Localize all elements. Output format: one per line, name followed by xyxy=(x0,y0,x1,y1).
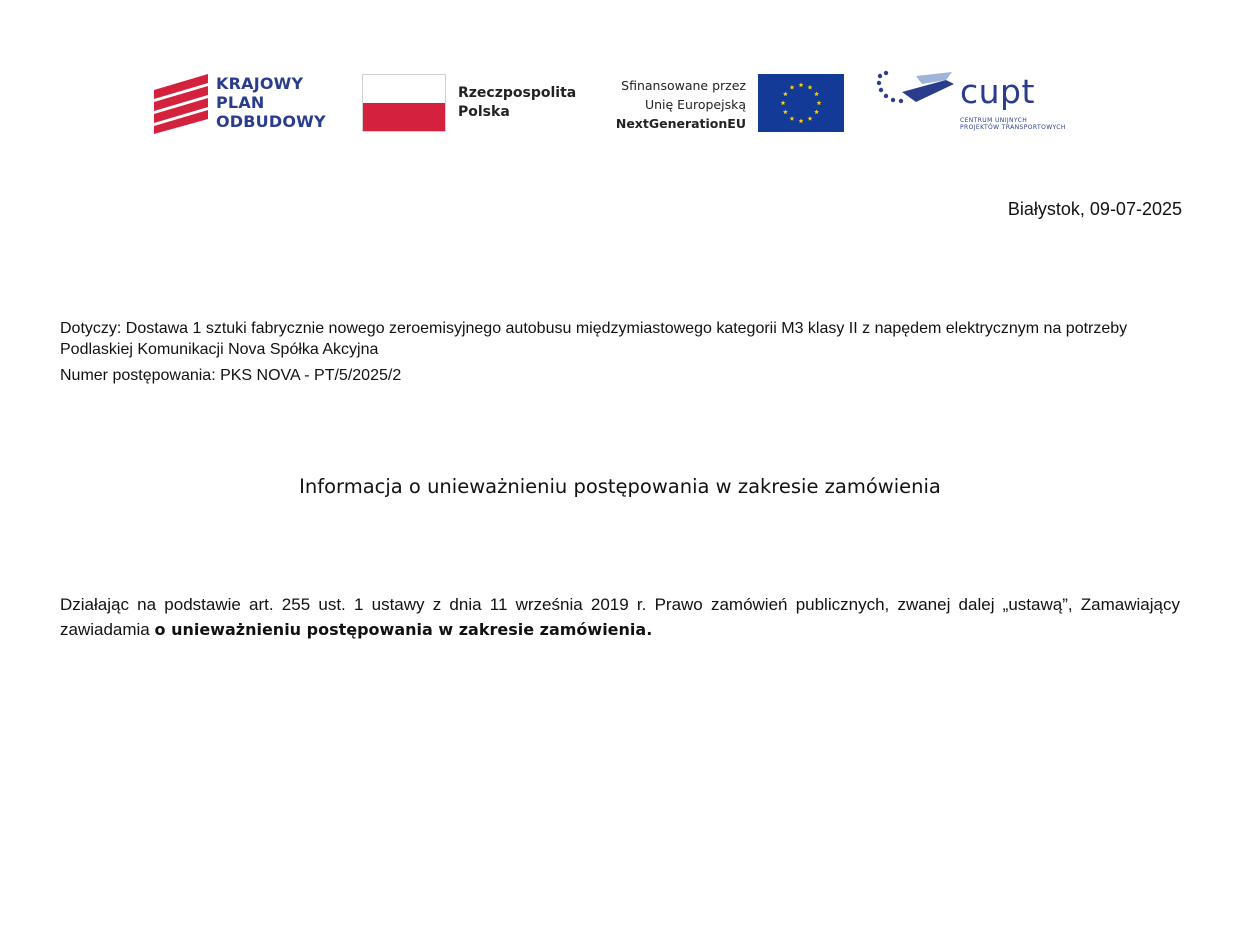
eu-star-icon xyxy=(814,109,819,114)
eu-star-icon xyxy=(783,109,788,114)
rp-logo xyxy=(362,70,592,140)
place-and-date: Białystok, 09-07-2025 xyxy=(1007,199,1182,219)
cupt-sub-line: PROJEKTÓW TRANSPORTOWYCH xyxy=(960,124,1066,131)
eu-star-icon xyxy=(808,116,813,121)
body-paragraph xyxy=(60,592,1180,642)
eu-flag-icon xyxy=(758,74,844,132)
eu-star-icon xyxy=(817,100,822,105)
kpo-text xyxy=(216,74,326,131)
subject-block xyxy=(60,318,1160,386)
eu-line: Unię Europejską xyxy=(644,97,746,112)
cupt-subtitle xyxy=(960,117,1066,131)
logo-strip xyxy=(150,70,1090,140)
eu-logo xyxy=(598,70,844,140)
eu-star-icon xyxy=(790,85,795,90)
eu-star-icon xyxy=(781,100,786,105)
rp-line: Polska xyxy=(458,104,510,120)
rp-text xyxy=(458,84,576,122)
body-text: Działając na podstawie art. 255 ust. 1 ustawy z dnia 11 września 2019 r. Prawo zamówień publicznych, zwanej dalej „ustawą”, Zamawiający zawiadamia xyxy=(60,595,1180,639)
eu-line: NextGenerationEU xyxy=(615,116,746,131)
eu-star-icon xyxy=(783,91,788,96)
eu-star-icon xyxy=(790,116,795,121)
eu-star-icon xyxy=(814,91,819,96)
kpo-line: ODBUDOWY xyxy=(216,112,326,131)
kpo-emblem-icon xyxy=(154,74,208,134)
eu-star-icon xyxy=(799,82,804,87)
document-title: Informacja o unieważnieniu postępowania w zakresie zamówienia xyxy=(299,475,941,498)
procedure-number: Numer postępowania: PKS NOVA - PT/5/2025/2 xyxy=(60,367,402,384)
cupt-sub-line: CENTRUM UNIJNYCH xyxy=(960,117,1028,124)
cupt-emblem-icon xyxy=(876,70,956,110)
kpo-logo xyxy=(150,70,340,140)
eu-line: Sfinansowane przez xyxy=(621,78,746,93)
cupt-logo xyxy=(876,70,1090,140)
eu-star-icon xyxy=(808,85,813,90)
kpo-line: PLAN xyxy=(216,93,265,112)
subject-text: Dotyczy: Dostawa 1 sztuki fabrycznie nowego zeroemisyjnego autobusu międzymiastowego kategorii M3 klasy II z napędem elektrycznym na potrzeby Podlaskiej Komunikacji Nova Spółka Akcyjna xyxy=(60,320,1128,358)
body-bold-text: o unieważnieniu postępowania w zakresie zamówienia. xyxy=(154,620,653,639)
eu-star-icon xyxy=(799,118,804,123)
polish-flag-icon xyxy=(362,74,446,132)
kpo-line: KRAJOWY xyxy=(216,74,304,93)
rp-line: Rzeczpospolita xyxy=(458,85,577,101)
eu-funding-text xyxy=(616,76,746,133)
cupt-wordmark: cupt xyxy=(960,72,1035,111)
